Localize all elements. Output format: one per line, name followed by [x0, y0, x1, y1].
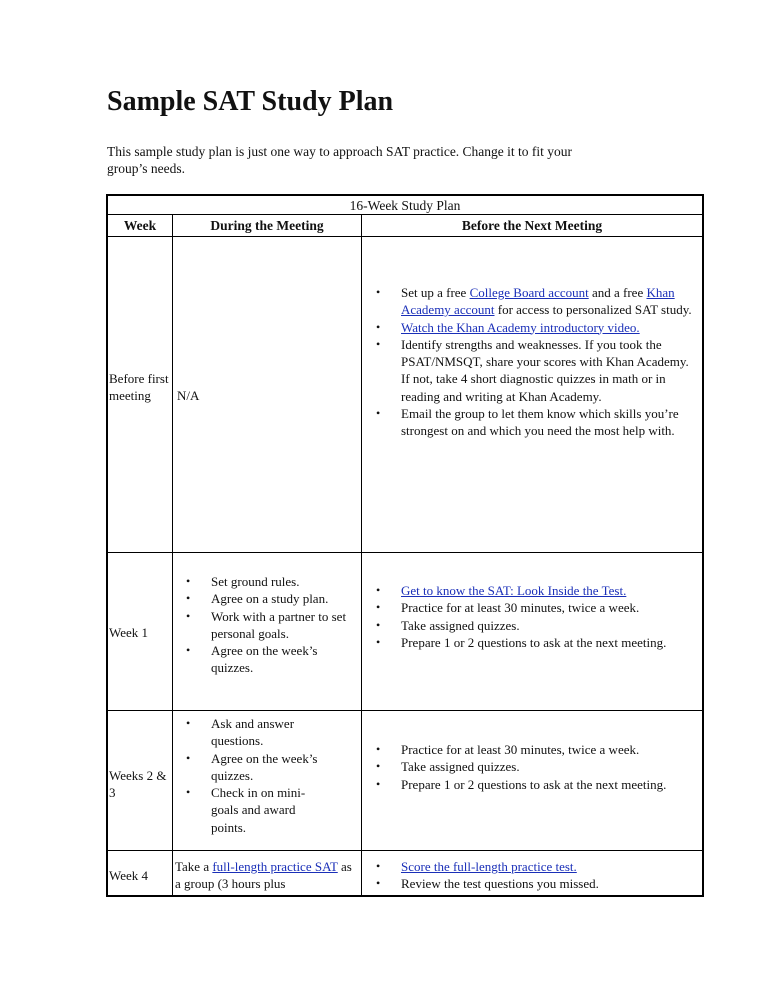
look-inside-test-link[interactable]: Get to know the SAT: Look Inside the Test. [401, 583, 627, 598]
list-item: • Work with a partner to set personal goals. [174, 608, 360, 643]
khan-video-link[interactable]: Watch the Khan Academy introductory video. [401, 319, 640, 335]
list-item [364, 582, 694, 599]
list-item: • Set ground rules. [174, 573, 360, 590]
list-item: • Ask and answer questions. [174, 715, 324, 750]
row-during-na: N/A [177, 388, 200, 403]
row-divider-1 [108, 552, 702, 553]
list-item: • Agree on a study plan. [174, 590, 360, 607]
list-item [364, 858, 694, 875]
khan-academy-link[interactable]: Khan Academy account [401, 285, 675, 318]
row-week-before-first: Before first meeting [109, 371, 169, 404]
study-plan-table [106, 194, 704, 897]
college-board-link[interactable]: College Board account [469, 285, 589, 300]
header-before: Before the Next Meeting [461, 218, 603, 233]
list-item: • Take assigned quizzes. [364, 617, 694, 634]
list-item: • Take assigned quizzes. [364, 758, 694, 775]
list-item [364, 319, 694, 336]
header-during: During the Meeting [210, 218, 324, 233]
intro-paragraph [107, 143, 667, 177]
row-divider-2 [108, 710, 702, 711]
col-divider-1 [172, 215, 173, 895]
row-weeks-2-3: Weeks 2 & 3 [109, 768, 167, 801]
list-item: • Identify strengths and weaknesses. If you took the PSAT/NMSQT, share your scores with Khan Academy. If not, take 4 short diagnostic quizzes in math or in reading and writing at Khan Academy. [364, 336, 694, 405]
list-item: • Check in on mini-goals and award points. [174, 784, 324, 836]
row-before-list-2 [364, 582, 694, 651]
list-item: • Email the group to let them know which skills you’re strongest on and which you need the most help with. [364, 405, 694, 440]
list-item: • Prepare 1 or 2 questions to ask at the next meeting. [364, 776, 694, 793]
list-item: • Agree on the week’s quizzes. [174, 750, 324, 785]
intro-line-2: group’s needs. [107, 161, 185, 176]
header-divider [108, 236, 702, 237]
list-item: • Review the test questions you missed. [364, 875, 694, 892]
row-during-week-4: Take a full-length practice SAT as a group (3 hours plus [175, 859, 352, 892]
list-item: • Agree on the week’s quizzes. [174, 642, 360, 677]
row-before-list-3 [364, 741, 694, 793]
row-before-list-4 [364, 858, 694, 893]
list-item: • Practice for at least 30 minutes, twice a week. [364, 599, 694, 616]
row-during-list-2 [174, 715, 324, 836]
col-divider-2 [361, 215, 362, 895]
page-title: Sample SAT Study Plan [107, 86, 394, 117]
list-item: • Set up a free College Board account and a free Khan Academy account for access to personalized SAT study. [364, 284, 694, 319]
header-week: Week [123, 218, 157, 233]
row-before-list-1 [364, 284, 694, 440]
intro-line-1: This sample study plan is just one way to approach SAT practice. Change it to fit your [107, 144, 573, 159]
list-item: • Prepare 1 or 2 questions to ask at the next meeting. [364, 634, 694, 651]
row-week-4: Week 4 [109, 868, 149, 883]
full-length-practice-sat-link[interactable]: full-length practice SAT [212, 859, 338, 874]
list-item: • Practice for at least 30 minutes, twice a week. [364, 741, 694, 758]
row-during-list-1 [174, 573, 360, 677]
table-caption: 16-Week Study Plan [349, 198, 461, 213]
score-practice-test-link[interactable]: Score the full-length practice test. [401, 859, 577, 874]
row-divider-3 [108, 850, 702, 851]
row-week-1: Week 1 [109, 625, 149, 640]
